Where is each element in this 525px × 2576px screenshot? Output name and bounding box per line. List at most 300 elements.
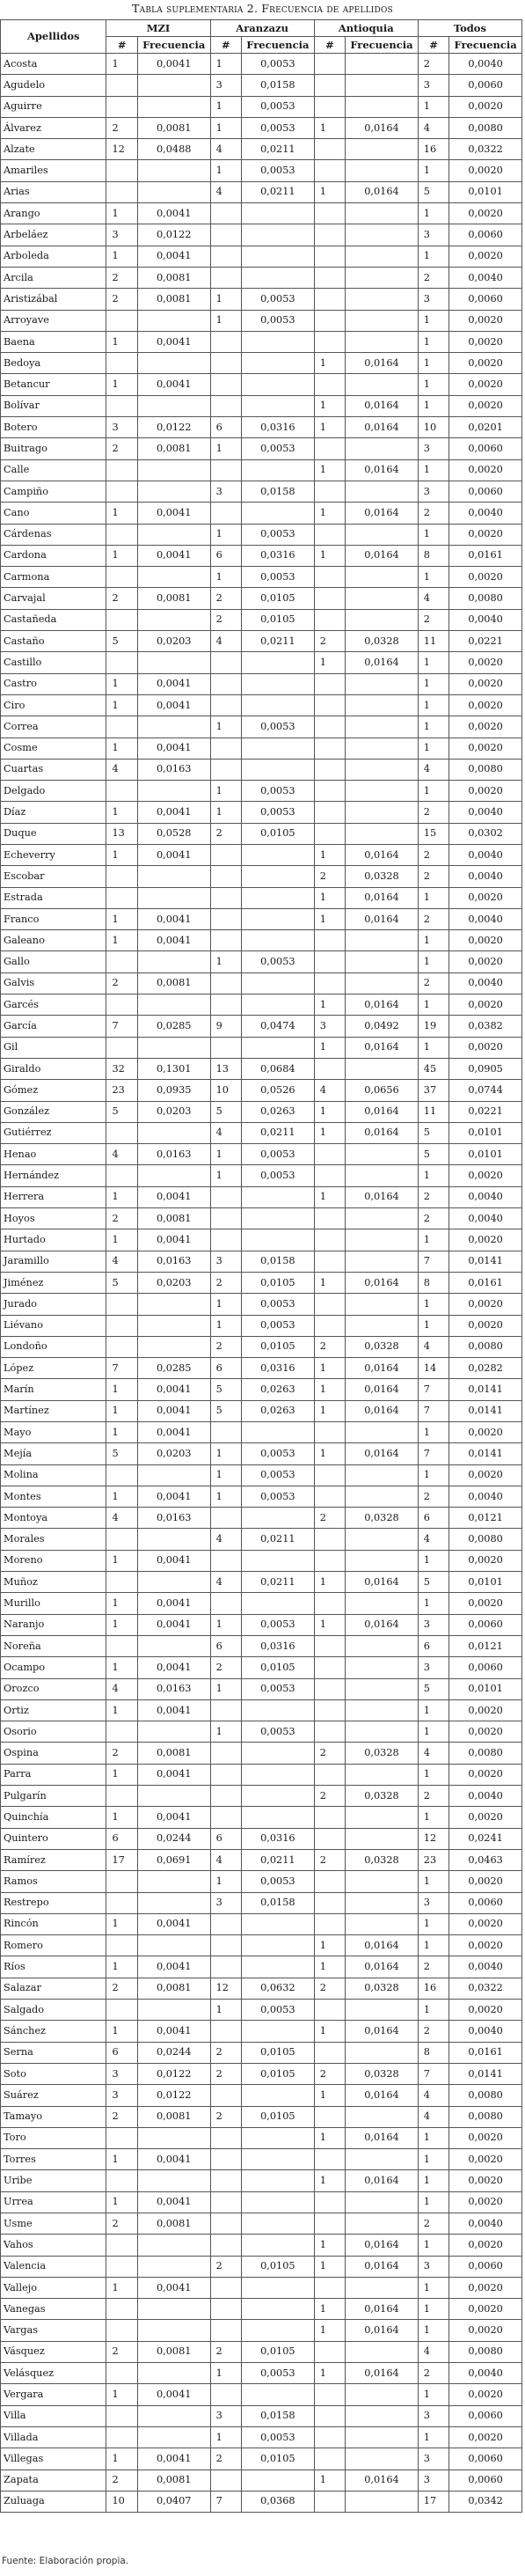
count-cell: 1: [106, 1550, 137, 1571]
count-cell: 2: [418, 908, 448, 929]
table-row: [1, 1336, 522, 1357]
frequency-cell: [242, 267, 315, 288]
count-cell: 2: [418, 1956, 448, 1978]
count-cell: 1: [418, 673, 448, 694]
count-cell: [314, 1529, 345, 1550]
frequency-cell: 0,0020: [449, 2127, 522, 2148]
frequency-cell: [242, 203, 315, 224]
count-cell: 1: [418, 160, 448, 181]
table-row: [1, 823, 522, 844]
count-cell: 1: [418, 1807, 448, 1828]
count-cell: 1: [314, 1037, 345, 1058]
table-row: [1, 2341, 522, 2362]
table-row: [1, 2299, 522, 2320]
count-cell: 2: [106, 438, 137, 459]
surname-cell: Agudelo: [1, 75, 106, 96]
column-header-frequency: Frecuencia: [449, 37, 522, 54]
count-cell: 1: [314, 2085, 345, 2106]
count-cell: 2: [418, 54, 448, 75]
table-row: [1, 609, 522, 630]
count-cell: 5: [418, 1678, 448, 1699]
count-cell: 15: [418, 823, 448, 844]
count-cell: 1: [314, 2127, 345, 2148]
frequency-cell: [346, 1871, 419, 1892]
frequency-cell: 0,0040: [449, 1786, 522, 1807]
count-cell: 8: [418, 545, 448, 566]
table-row: [1, 1657, 522, 1678]
surname-cell: Zuluaga: [1, 2491, 106, 2512]
frequency-cell: 0,0041: [137, 1764, 210, 1785]
count-cell: [314, 374, 345, 395]
frequency-cell: [346, 609, 419, 630]
frequency-cell: 0,0053: [242, 310, 315, 331]
frequency-cell: 0,0020: [449, 1315, 522, 1336]
surname-cell: Molina: [1, 1464, 106, 1486]
frequency-cell: [137, 2256, 210, 2277]
count-cell: 2: [210, 588, 241, 609]
frequency-cell: 0,0164: [346, 1614, 419, 1635]
surname-cell: Calle: [1, 459, 106, 481]
count-cell: 1: [418, 96, 448, 117]
count-cell: 2: [106, 289, 137, 310]
frequency-cell: [346, 1593, 419, 1614]
frequency-cell: 0,0141: [449, 1443, 522, 1464]
count-cell: [314, 1251, 345, 1272]
frequency-cell: 0,0164: [346, 1572, 419, 1593]
count-cell: [210, 1786, 241, 1807]
table-row: [1, 1400, 522, 1421]
frequency-cell: 0,0164: [346, 2235, 419, 2256]
count-cell: [210, 2277, 241, 2298]
surname-cell: Toro: [1, 2127, 106, 2148]
frequency-cell: [242, 224, 315, 246]
count-cell: 1: [106, 503, 137, 524]
table-row: [1, 1208, 522, 1229]
frequency-cell: [346, 567, 419, 588]
frequency-cell: 0,0053: [242, 1144, 315, 1165]
frequency-cell: 0,0020: [449, 2235, 522, 2256]
count-cell: 4: [210, 1572, 241, 1593]
count-cell: 3: [106, 2085, 137, 2106]
surname-cell: Estrada: [1, 887, 106, 908]
frequency-cell: [346, 1529, 419, 1550]
table-row: [1, 2063, 522, 2084]
frequency-cell: 0,0935: [137, 1080, 210, 1101]
count-cell: 1: [314, 545, 345, 566]
frequency-cell: 0,0081: [137, 117, 210, 138]
frequency-cell: 0,0163: [137, 1678, 210, 1699]
frequency-cell: [346, 1764, 419, 1785]
count-cell: 7: [106, 1358, 137, 1379]
surname-cell: Jurado: [1, 1294, 106, 1315]
surname-cell: Cardona: [1, 545, 106, 566]
frequency-cell: 0,0322: [449, 139, 522, 160]
frequency-cell: 0,0141: [449, 2063, 522, 2084]
frequency-cell: 0,0040: [449, 503, 522, 524]
frequency-cell: 0,0053: [242, 1678, 315, 1699]
count-cell: [106, 1935, 137, 1956]
count-cell: 23: [106, 1080, 137, 1101]
count-cell: 1: [106, 54, 137, 75]
count-cell: [106, 887, 137, 908]
frequency-cell: 0,0020: [449, 2384, 522, 2405]
frequency-cell: 0,0060: [449, 2405, 522, 2426]
count-cell: 1: [210, 1871, 241, 1892]
surname-cell: Arroyave: [1, 310, 106, 331]
frequency-cell: 0,0492: [346, 1016, 419, 1037]
frequency-cell: 0,0020: [449, 1464, 522, 1486]
frequency-cell: [346, 1144, 419, 1165]
count-cell: 3: [418, 1657, 448, 1678]
count-cell: [210, 2299, 241, 2320]
surname-cell: Buitrago: [1, 438, 106, 459]
frequency-cell: 0,0040: [449, 2363, 522, 2384]
frequency-cell: [242, 2470, 315, 2491]
count-cell: [314, 588, 345, 609]
frequency-cell: 0,0211: [242, 1572, 315, 1593]
surname-cell: Herrera: [1, 1186, 106, 1207]
count-cell: 4: [418, 2341, 448, 2362]
surname-cell: Muñoz: [1, 1572, 106, 1593]
count-cell: [106, 1635, 137, 1656]
count-cell: 1: [106, 2149, 137, 2170]
count-cell: [314, 823, 345, 844]
frequency-cell: 0,0020: [449, 1294, 522, 1315]
frequency-cell: 0,0041: [137, 1379, 210, 1400]
frequency-cell: 0,0081: [137, 2213, 210, 2234]
frequency-cell: 0,0164: [346, 503, 419, 524]
table-row: [1, 1272, 522, 1293]
table-row: [1, 866, 522, 887]
frequency-cell: [346, 2000, 419, 2021]
count-cell: [314, 1144, 345, 1165]
frequency-cell: 0,0122: [137, 224, 210, 246]
count-cell: 1: [418, 353, 448, 374]
surname-cell: Orozco: [1, 1678, 106, 1699]
count-cell: 3: [418, 2448, 448, 2470]
frequency-cell: [137, 2405, 210, 2426]
frequency-cell: [242, 2149, 315, 2170]
count-cell: [106, 395, 137, 416]
frequency-cell: [137, 866, 210, 887]
count-cell: 1: [314, 1614, 345, 1635]
surname-cell: Salgado: [1, 2000, 106, 2021]
table-row: [1, 310, 522, 331]
frequency-cell: [137, 781, 210, 802]
surname-cell: García: [1, 1016, 106, 1037]
count-cell: 1: [106, 1956, 137, 1978]
count-cell: [314, 2491, 345, 2512]
count-cell: 2: [106, 1208, 137, 1229]
frequency-cell: 0,0141: [449, 1379, 522, 1400]
table-row: [1, 781, 522, 802]
table-row: [1, 2405, 522, 2426]
frequency-cell: 0,0122: [137, 2085, 210, 2106]
table-row: [1, 844, 522, 865]
surname-cell: Giraldo: [1, 1058, 106, 1079]
frequency-cell: [346, 2213, 419, 2234]
frequency-cell: 0,0164: [346, 2299, 419, 2320]
frequency-cell: [346, 524, 419, 545]
surname-cell: Liévano: [1, 1315, 106, 1336]
count-cell: 1: [210, 1144, 241, 1165]
count-cell: [210, 738, 241, 759]
frequency-cell: [242, 1208, 315, 1229]
table-row: [1, 374, 522, 395]
frequency-cell: [346, 2491, 419, 2512]
frequency-cell: 0,0020: [449, 930, 522, 951]
count-cell: [314, 1635, 345, 1656]
frequency-cell: 0,0164: [346, 1037, 419, 1058]
frequency-cell: 0,0164: [346, 2256, 419, 2277]
frequency-cell: 0,0041: [137, 844, 210, 865]
count-cell: [210, 2384, 241, 2405]
count-cell: 1: [418, 951, 448, 972]
count-cell: 7: [418, 1400, 448, 1421]
count-cell: 11: [418, 631, 448, 652]
frequency-cell: 0,0382: [449, 1016, 522, 1037]
frequency-cell: 0,0053: [242, 1165, 315, 1186]
group-header-antioquia: Antioquia: [314, 20, 418, 37]
count-cell: 1: [314, 887, 345, 908]
table-row: [1, 1699, 522, 1721]
count-cell: 1: [418, 2191, 448, 2213]
frequency-cell: [242, 844, 315, 865]
frequency-cell: 0,0053: [242, 2363, 315, 2384]
count-cell: 4: [418, 1336, 448, 1357]
frequency-cell: 0,0164: [346, 417, 419, 438]
count-cell: [106, 781, 137, 802]
count-cell: 3: [106, 224, 137, 246]
surname-cell: Cano: [1, 503, 106, 524]
count-cell: 4: [418, 759, 448, 780]
frequency-cell: [346, 1294, 419, 1315]
count-cell: 1: [210, 310, 241, 331]
count-cell: [106, 1892, 137, 1913]
group-header-aranzazu: Aranzazu: [210, 20, 314, 37]
count-cell: 13: [106, 823, 137, 844]
count-cell: 2: [106, 267, 137, 288]
frequency-cell: [137, 2320, 210, 2341]
count-cell: [314, 1871, 345, 1892]
count-cell: 2: [106, 117, 137, 138]
surname-cell: Henao: [1, 1144, 106, 1165]
surname-cell: Villada: [1, 2426, 106, 2448]
frequency-cell: [346, 1550, 419, 1571]
frequency-cell: 0,0080: [449, 588, 522, 609]
surname-cell: Echeverry: [1, 844, 106, 865]
frequency-cell: 0,0080: [449, 1336, 522, 1357]
frequency-cell: 0,0053: [242, 2426, 315, 2448]
table-row: [1, 2127, 522, 2148]
count-cell: 1: [210, 1721, 241, 1743]
count-cell: 1: [314, 2320, 345, 2341]
count-cell: [210, 1956, 241, 1978]
surname-cell: Delgado: [1, 781, 106, 802]
count-cell: 1: [418, 331, 448, 352]
table-row: [1, 2042, 522, 2063]
frequency-cell: 0,0322: [449, 1978, 522, 1999]
count-cell: 4: [418, 2106, 448, 2127]
frequency-cell: 0,0105: [242, 2106, 315, 2127]
count-cell: 10: [106, 2491, 137, 2512]
table-row: [1, 673, 522, 694]
surname-cell: Jiménez: [1, 1272, 106, 1293]
surname-cell: Correa: [1, 716, 106, 738]
count-cell: 5: [418, 181, 448, 202]
frequency-cell: 0,0053: [242, 160, 315, 181]
frequency-cell: 0,0053: [242, 1464, 315, 1486]
frequency-cell: [346, 1807, 419, 1828]
count-cell: 5: [106, 1101, 137, 1122]
frequency-cell: [137, 887, 210, 908]
frequency-cell: [346, 1892, 419, 1913]
table-row: [1, 75, 522, 96]
frequency-cell: [346, 972, 419, 994]
frequency-cell: 0,0368: [242, 2491, 315, 2512]
table-row: [1, 1358, 522, 1379]
count-cell: [210, 887, 241, 908]
surname-cell: Ramírez: [1, 1849, 106, 1870]
frequency-cell: 0,0105: [242, 588, 315, 609]
frequency-cell: 0,0041: [137, 545, 210, 566]
count-cell: 6: [106, 2042, 137, 2063]
frequency-cell: 0,0101: [449, 181, 522, 202]
surname-cell: Arias: [1, 181, 106, 202]
count-cell: 6: [210, 1828, 241, 1849]
count-cell: 1: [210, 951, 241, 972]
count-cell: 1: [210, 54, 241, 75]
table-row: [1, 1165, 522, 1186]
count-cell: 1: [418, 1935, 448, 1956]
count-cell: [210, 374, 241, 395]
frequency-cell: 0,0020: [449, 1550, 522, 1571]
count-cell: 1: [210, 2363, 241, 2384]
count-cell: [314, 738, 345, 759]
surname-cell: Castañeda: [1, 609, 106, 630]
count-cell: 3: [210, 481, 241, 502]
table-row: [1, 1443, 522, 1464]
frequency-cell: [346, 1208, 419, 1229]
frequency-cell: [242, 1508, 315, 1529]
frequency-cell: 0,0164: [346, 887, 419, 908]
frequency-cell: 0,0285: [137, 1016, 210, 1037]
count-cell: [314, 567, 345, 588]
frequency-cell: [346, 802, 419, 823]
frequency-cell: 0,0020: [449, 1935, 522, 1956]
table-row: [1, 1956, 522, 1978]
table-row: [1, 1186, 522, 1207]
frequency-cell: 0,0020: [449, 2149, 522, 2170]
table-row: [1, 1080, 522, 1101]
count-cell: 1: [418, 374, 448, 395]
frequency-cell: 0,0081: [137, 1978, 210, 1999]
frequency-cell: 0,0164: [346, 652, 419, 673]
frequency-cell: [242, 1186, 315, 1207]
frequency-cell: [242, 1807, 315, 1828]
count-cell: [314, 310, 345, 331]
table-row: [1, 1464, 522, 1486]
surname-cell: Arbeláez: [1, 224, 106, 246]
count-cell: 2: [418, 609, 448, 630]
frequency-cell: [346, 1058, 419, 1079]
table-row: [1, 2191, 522, 2213]
count-cell: 37: [418, 1080, 448, 1101]
count-cell: 4: [418, 2085, 448, 2106]
frequency-cell: 0,0020: [449, 203, 522, 224]
surname-cell: Martínez: [1, 1400, 106, 1421]
frequency-cell: 0,0328: [346, 1743, 419, 1764]
count-cell: 12: [106, 139, 137, 160]
count-cell: [314, 1699, 345, 1721]
frequency-cell: 0,0053: [242, 54, 315, 75]
group-header-todos: Todos: [418, 20, 521, 37]
surname-cell: Serna: [1, 2042, 106, 2063]
frequency-cell: 0,0060: [449, 289, 522, 310]
table-row: [1, 1572, 522, 1593]
count-cell: [106, 716, 137, 738]
frequency-cell: 0,0163: [137, 759, 210, 780]
count-cell: [210, 1807, 241, 1828]
group-header-mzi: MZI: [106, 20, 210, 37]
count-cell: 2: [210, 823, 241, 844]
count-cell: 3: [210, 1251, 241, 1272]
frequency-cell: 0,0041: [137, 2277, 210, 2298]
frequency-cell: [242, 2021, 315, 2042]
frequency-cell: [137, 1892, 210, 1913]
count-cell: [106, 2000, 137, 2021]
count-cell: [210, 2127, 241, 2148]
count-cell: 5: [210, 1379, 241, 1400]
count-cell: [106, 2235, 137, 2256]
count-cell: 2: [418, 2213, 448, 2234]
frequency-cell: [137, 1635, 210, 1656]
frequency-cell: 0,0041: [137, 503, 210, 524]
count-cell: 1: [106, 203, 137, 224]
frequency-cell: 0,0316: [242, 417, 315, 438]
table-row: [1, 117, 522, 138]
count-cell: [106, 2127, 137, 2148]
count-cell: 1: [210, 1614, 241, 1635]
count-cell: [106, 181, 137, 202]
table-row: [1, 545, 522, 566]
count-cell: [314, 1764, 345, 1785]
frequency-cell: 0,0164: [346, 1122, 419, 1143]
count-cell: [210, 1550, 241, 1571]
frequency-cell: 0,0164: [346, 2320, 419, 2341]
frequency-cell: [346, 481, 419, 502]
frequency-cell: 0,0158: [242, 2405, 315, 2426]
count-cell: 1: [418, 1550, 448, 1571]
surname-cell: Campiño: [1, 481, 106, 502]
count-cell: [314, 1464, 345, 1486]
frequency-cell: [242, 2320, 315, 2341]
count-cell: [314, 139, 345, 160]
count-cell: [106, 567, 137, 588]
count-cell: [106, 1122, 137, 1143]
frequency-cell: [242, 1764, 315, 1785]
frequency-cell: 0,0053: [242, 524, 315, 545]
count-cell: 1: [210, 716, 241, 738]
frequency-cell: 0,0474: [242, 1016, 315, 1037]
frequency-cell: 0,0020: [449, 673, 522, 694]
frequency-cell: 0,0040: [449, 2213, 522, 2234]
table-row: [1, 1721, 522, 1743]
count-cell: 6: [418, 1508, 448, 1529]
count-cell: 17: [106, 1849, 137, 1870]
surname-cell: Castro: [1, 673, 106, 694]
count-cell: 4: [106, 1144, 137, 1165]
